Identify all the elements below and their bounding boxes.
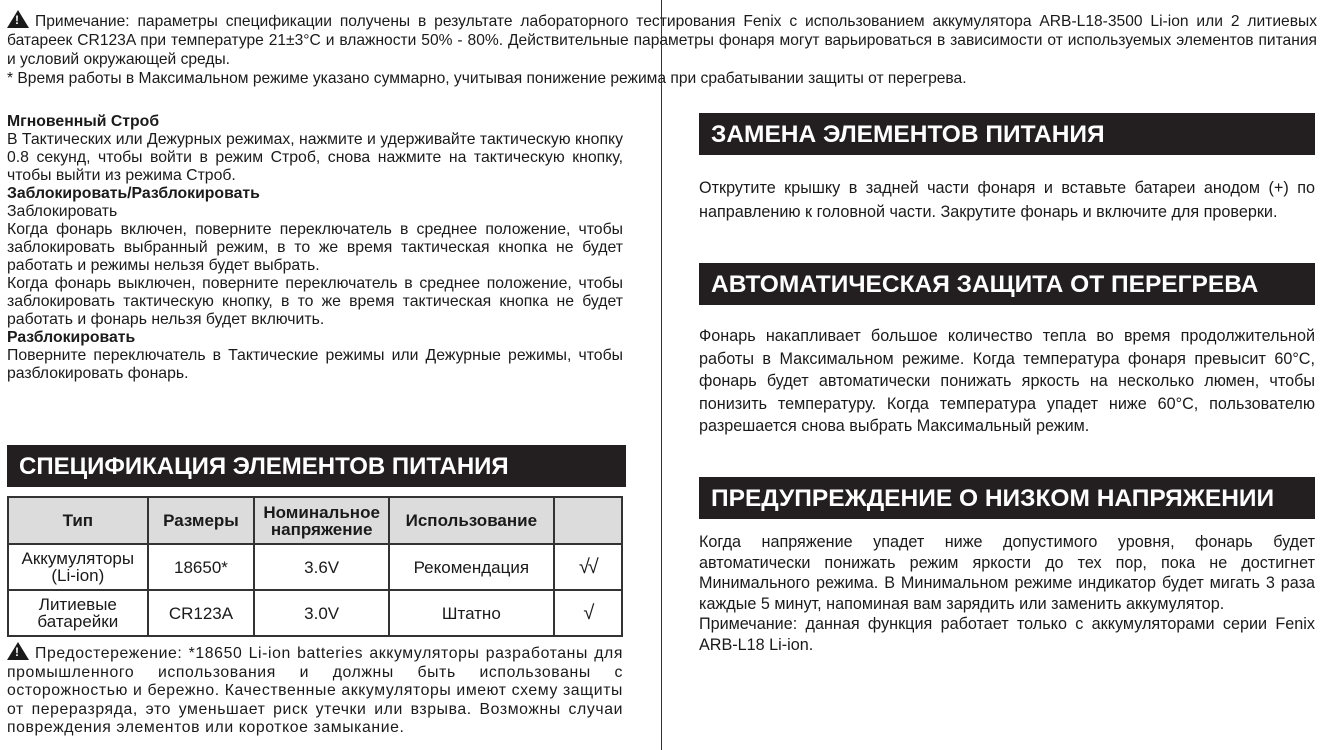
cell-check-mark: √ [554, 590, 622, 636]
cell-type: Аккумуляторы (Li-ion) [8, 544, 148, 590]
low-voltage-title: ПРЕДУПРЕЖДЕНИЕ О НИЗКОМ НАПРЯЖЕНИИ [699, 477, 1315, 519]
low-voltage-text: Когда напряжение упадет ниже допустимого уровня, фонарь будет автоматически понижать режим яркости до тех пор, пока не достигнет Минимального режима. В Минимальном режиме индикатор будет мигать 3 раза каждые 5 минут, напоминая вам зарядить или заменить аккумулятор. [699, 533, 1315, 613]
overheat-text: Фонарь накапливает большое количество тепла во время продолжительной работы в Максимальном режиме. Когда температура фонаря превысит 60°C, фонарь будет автоматически понижать яркость на несколько люмен, чтобы понизить температуру. Когда температура упадет ниже 60°C, пользователю разрешается снова выбрать Максимальный режим. [699, 327, 1315, 435]
battery-replace-title: ЗАМЕНА ЭЛЕМЕНТОВ ПИТАНИЯ [699, 113, 1315, 155]
lock-text-off: Когда фонарь выключен, поверните переключатель в среднее положение, чтобы заблокировать тактическую кнопку, в то же время тактическая кнопка не будет работать и фонарь нельзя будет включить. [7, 275, 623, 328]
spec-note [7, 8, 1317, 88]
column-divider [661, 0, 662, 750]
cell-check-mark: √√ [554, 544, 622, 590]
strobe-text: В Тактических или Дежурных режимах, нажмите и удерживайте тактическую кнопку 0.8 секунд, чтобы войти в режим Строб, снова нажмите на тактическую кнопку, чтобы выйти из режима Строб. [7, 131, 623, 184]
table-row [8, 544, 622, 590]
cell-voltage: 3.6V [254, 544, 389, 590]
lock-heading: Заблокировать/Разблокировать [7, 185, 260, 202]
battery-replace-section [699, 177, 1315, 224]
col-header-size: Размеры [148, 497, 255, 544]
warning-icon [7, 642, 29, 660]
cell-size: 18650* [148, 544, 255, 590]
unlock-text: Поверните переключатель в Тактические режимы или Дежурные режимы, чтобы разблокировать фонарь. [7, 347, 623, 382]
spec-section-title: СПЕЦИФИКАЦИЯ ЭЛЕМЕНТОВ ПИТАНИЯ [7, 445, 626, 487]
low-voltage-section [699, 532, 1315, 655]
low-voltage-note: Примечание: данная функция работает только с аккумуляторами серии Fenix ARB-L18 Li-ion. [699, 615, 1315, 654]
caution-text: Предостережение: *18650 Li-ion batteries аккумуляторы разработаны для промышленного использования и должны быть использованы с осторожностью и бережно. Качественные аккумуляторы имеют схему защиты от переразряда, это уменьшает риск утечки или взрыва. Возможны случаи повреждения элементов или короткое замыкание. [7, 645, 623, 736]
spec-note-text: Примечание: параметры спецификации получены в результате лабораторного тестирования Fenix с использованием аккумулятора ARB-L18-3500 Li-ion или 2 литиевых батареек CR123A при температуре 21±3°C и влажности 50% - 80%. Действительные параметры фонаря могут варьироваться в зависимости от используемых элементов питания и условий окружающей среды. [7, 13, 1317, 68]
col-header-type: Тип [8, 497, 148, 544]
battery-spec-table [7, 496, 623, 637]
table-row [8, 590, 622, 636]
overheat-title: АВТОМАТИЧЕСКАЯ ЗАЩИТА ОТ ПЕРЕГРЕВА [699, 263, 1315, 305]
left-column [7, 113, 623, 383]
lock-subheading: Заблокировать [7, 203, 118, 220]
caution-paragraph [7, 640, 623, 738]
cell-voltage: 3.0V [254, 590, 389, 636]
table-header-row [8, 497, 622, 544]
cell-usage: Штатно [389, 590, 554, 636]
col-header-mark [554, 497, 622, 544]
col-header-voltage: Номинальное напряжение [254, 497, 389, 544]
cell-usage: Рекомендация [389, 544, 554, 590]
warning-icon [7, 10, 29, 28]
battery-replace-text: Открутите крышку в задней части фонаря и вставьте батареи анодом (+) по направлению к головной части. Закрутите фонарь и включите для проверки. [699, 179, 1315, 221]
overheat-section [699, 325, 1315, 438]
lock-text-on: Когда фонарь включен, поверните переключатель в среднее положение, чтобы заблокировать выбранный режим, в то же время тактическая кнопка не будет работать и режимы нельзя будет выбрать. [7, 221, 623, 274]
col-header-usage: Использование [389, 497, 554, 544]
cell-size: CR123A [148, 590, 255, 636]
max-mode-note: * Время работы в Максимальном режиме указано суммарно, учитывая понижение режима при срабатывании защиты от перегрева. [7, 70, 967, 87]
unlock-heading: Разблокировать [7, 329, 136, 346]
cell-type: Литиевые батарейки [8, 590, 148, 636]
strobe-heading: Мгновенный Строб [7, 113, 160, 130]
